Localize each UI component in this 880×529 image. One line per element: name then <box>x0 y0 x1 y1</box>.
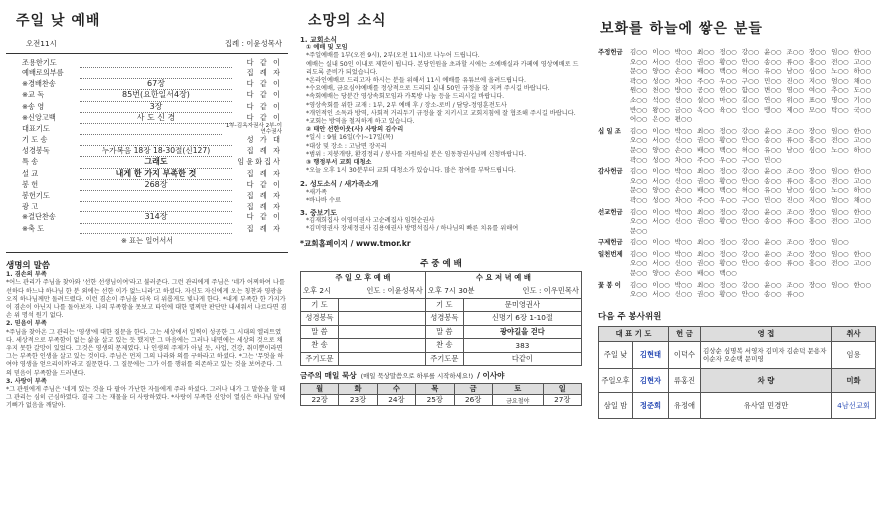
bible-reading-table <box>300 383 582 406</box>
order-label: ※결단찬송 <box>22 212 56 222</box>
bible-day: 월 <box>301 384 339 395</box>
order-content: 85번(요한일서4장) <box>80 90 232 101</box>
news-item: *교회는 방역을 철저하게 하고 있습니다. <box>306 118 415 126</box>
order-label: ※교 독 <box>22 90 45 100</box>
order-label: 조용한기도 <box>22 58 57 67</box>
news-section-3: 3. 중보기도 <box>300 209 338 218</box>
offering-list <box>598 48 876 300</box>
order-content: 314장 <box>80 212 232 223</box>
offering-category <box>598 238 876 248</box>
duty-label: 말 씀 <box>301 325 339 339</box>
bible-chapter: 26장 <box>454 395 492 406</box>
order-person: 임윤화집사 <box>237 157 282 167</box>
offering-names: 김○○ 이○○ 박○○ 최○○ 정○○ 강○○ 윤○○ 조○○ 장○○ 임○○ 한○○ 오○○ 서○○ 신○○ 권○○ 황○○ 안○○ 송○○ 류○○ <box>630 280 871 299</box>
sermon-point-3-title: 3. 사랑이 부족 <box>6 377 47 385</box>
servers-row-offering: 이덕수 <box>669 342 701 369</box>
news-item: ① 예배 및 모임 <box>306 44 348 52</box>
servers-col-cook: 취사 <box>832 326 876 342</box>
duty-label: 성경봉독 <box>301 312 339 326</box>
order-person: 다 같 이 <box>246 58 282 67</box>
order-row <box>22 102 282 113</box>
order-label: 봉헌기도 <box>22 191 50 201</box>
order-label: ※신앙고백 <box>22 113 56 123</box>
order-content: 그래도 <box>80 157 232 168</box>
order-row <box>22 169 282 180</box>
bible-title: 금주의 매일 묵상 <box>300 371 357 381</box>
duty-value <box>339 339 426 353</box>
servers-row-prayer: 김현자 <box>633 369 669 393</box>
order-row <box>22 79 282 90</box>
bible-chapter: 금요철야 <box>492 395 543 406</box>
order-row <box>22 146 282 157</box>
order-label: 설 교 <box>22 168 39 178</box>
news-item: ② 태안 선한이웃(사) 사랑의 김수리 <box>306 126 404 134</box>
news-item: *온라인예배로 드리고자 하시는 분들 위해서 11시 예배를 유튜브에 올려드립니다. <box>306 77 526 85</box>
order-row <box>22 180 282 191</box>
duty-label: 말 씀 <box>425 325 463 339</box>
worship-column <box>4 0 290 529</box>
duty-value <box>339 312 426 326</box>
order-content: 67장 <box>80 79 232 90</box>
order-content <box>80 191 232 201</box>
order-label: 예배로의부름 <box>22 68 64 78</box>
offering-names: 김○○ 이○○ 박○○ 최○○ 정○○ 강○○ 윤○○ 조○○ 장○○ 임○○ 한○○ 오○○ 서○○ 신○○ 권○○ 황○○ 안○○ 송○○ 류○○ 홍○○ 전○○ 고○○ 문○○ 양○○ 손○○ 배○○ 백○○ 허○○ 유○○ 남○○ 심○○ 노○○ 하○○ 곽○○ 성○○ 차○○ 주○○ 우○○ 구○○ 민○○ 진○○ 지○○ 엄○○ 채○○ <box>630 167 871 204</box>
servers-car-header: 차 량 <box>701 369 832 393</box>
offering-category <box>598 208 876 237</box>
sermon-point-1: *어느 관리가 주님을 찾아와 '선한 선생님이여'라고 불러준다. 그런 관리에게 주님은 '네가 어찌하여 나를 선하다 하느냐 하나님 한 분 외에는 선한 이가 없느니라'고 하셨다. 자신도 자신에게 오는 칭찬과 영광을 오직 하나님께만 돌려드렸다. 이런 겸손이 주님을 더욱 더 위롭게도 빛나게 한다. *내게 부족한 한 가지가 이 겸손이 아닌지 나를 돌아보자. 나의 부족함을 못보고 타인에 대한 멸찌만 판단만 내세워서 나르다면 겸손 위 명석 원기 없다. <box>6 279 287 320</box>
order-content: 내게 한 가지 부족한 것 <box>80 169 232 180</box>
order-label: 기 도 송 <box>22 135 48 145</box>
duty-label: 주기도문 <box>301 352 339 366</box>
order-content: 3장 <box>80 102 232 113</box>
offering-category-name: 십 일 조 <box>598 126 621 135</box>
duty-value: 383 <box>463 339 581 353</box>
news-item: *속회예배는 당분간 영상속회모임과 카톡방 나눔 등을 드리시길 바랍니다. <box>306 93 505 101</box>
sermon-point-2-title: 2. 믿음이 부족 <box>6 320 47 328</box>
order-label: 성경봉독 <box>22 145 50 155</box>
order-of-service <box>4 58 290 234</box>
servers-row-time: 주일 낮 <box>599 342 633 369</box>
order-person: 다 같 이 <box>246 90 282 100</box>
offering-names: 김○○ 이○○ 박○○ 최○○ 정○○ 강○○ 윤○○ 조○○ 장○○ 임○○ 한○○ 오○○ 서○○ 신○○ 권○○ 황○○ 안○○ 송○○ 류○○ 홍○○ 전○○ 고○○ 문○○ <box>630 207 871 235</box>
order-content <box>80 202 232 212</box>
wednesday-leader: 인도 : 이우민목사 <box>522 286 579 296</box>
duty-label: 기 도 <box>425 298 463 312</box>
news-item: 예배는 실내 50인 이내로 제한이 됩니다. 본당인원을 초과할 시에는 소예배실과 카페에 영상예배로 드리도록 준비가 되었습니다. <box>306 60 579 76</box>
servers-row-cook: 임용 <box>832 342 876 369</box>
order-person: 집 례 자 <box>246 68 282 78</box>
servers-row-offering: 류홍진 <box>669 369 701 393</box>
worship-leader: 집례 : 이윤성목사 <box>224 39 282 48</box>
prayer-list-2: *김미영권사 장세정권사 김용애권사 방명석집사 / 하나님의 빠른 치유를 위해여 <box>306 225 519 233</box>
order-person: 1부-김옥자권사 2부-이연수권사 <box>225 123 282 135</box>
order-person: 집 례 자 <box>246 223 282 233</box>
servers-row-prayer: 정준회 <box>633 393 669 419</box>
servers-row-welcome: 유사열 민경만 <box>701 393 832 419</box>
news-item: *대상 및 장소 : 고남면 장곡리 <box>306 142 387 150</box>
news-item: *오늘 오후 1시 30분부터 교회 대청소가 있습니다. 많은 참여를 부탁드립니다. <box>306 167 516 175</box>
offering-category-name: 주정헌금 <box>598 48 623 56</box>
offering-names: 김○○ 이○○ 박○○ 최○○ 정○○ 강○○ 윤○○ 조○○ 장○○ 임○○ 한○○ 오○○ 서○○ 신○○ 권○○ 황○○ 안○○ 송○○ 류○○ 홍○○ 전○○ 고○○ 문○○ 양○○ 손○○ 배○○ 백○○ 허○○ 유○○ 남○○ 심○○ 노○○ 하○○ 곽○○ 성○○ 차○○ 주○○ 우○○ 구○○ 민○○ 진○○ 지○○ 엄○○ 채○○ 원○○ 천○○ 방○○ 공○○ 현○○ 함○○ 변○○ 염○○ 여○○ 추○○ 도○○ 소○○ 석○○ 선○○ 설○○ 마○○ 길○○ 연○○ 위○○ 표○○ 명○○ 기○○ 반○○ 왕○○ 금○○ 옥○○ 육○○ 인○○ 맹○○ 제○○ 모○○ 탁○○ 국○○ 어○○ 은○○ 편○○ <box>630 48 871 124</box>
news-item: *수요예배, 금요심야예배를 정상적으로 드리되 실내 50인 규정을 잘 지켜 주시길 바랍니다. <box>306 85 550 93</box>
offering-names: 김○○ 이○○ 박○○ 최○○ 정○○ 강○○ 윤○○ 조○○ 장○○ 임○○ 한○○ 오○○ 서○○ 신○○ 권○○ 황○○ 안○○ 송○○ 류○○ 홍○○ 전○○ 고○○ 문○○ 양○○ 손○○ 배○○ 백○○ <box>630 249 871 278</box>
duty-value: 다같이 <box>463 352 581 366</box>
offering-category-name: 선교헌금 <box>598 207 623 216</box>
news-items <box>300 44 582 175</box>
order-label: 광 고 <box>22 201 39 211</box>
offering-category-name: 일천번제 <box>598 249 623 258</box>
order-content: 사 도 신 경 <box>80 113 232 124</box>
order-row <box>22 212 282 223</box>
bible-day: 수 <box>377 384 415 395</box>
order-label: ※축 도 <box>22 223 45 233</box>
weekday-worship-title: 주 중 예 배 <box>420 258 462 269</box>
offering-category <box>598 167 876 205</box>
duty-value <box>339 352 426 366</box>
duty-label: 찬 송 <box>301 339 339 353</box>
bible-chapter: 25장 <box>416 395 454 406</box>
servers-table <box>598 326 876 420</box>
worship-time: 오전11시 <box>26 39 57 48</box>
order-label: ※경배찬송 <box>22 78 56 88</box>
offering-category-name: 구제헌금 <box>598 238 623 247</box>
duty-label: 기 도 <box>301 298 339 312</box>
offering-category-name: 감사헌금 <box>598 167 623 176</box>
duty-value <box>339 298 426 312</box>
bible-day: 화 <box>339 384 377 395</box>
offering-category <box>598 127 876 165</box>
bible-day: 목 <box>416 384 454 395</box>
bible-day: 일 <box>543 384 581 395</box>
sermon-point-2: *주님을 찾아온 그 관리는 '영생'에 대한 질문을 한다. 그는 세상에서 일찍이 성공한 그 시대의 엘리트였다. 세상적으로 부족함이 없는 삶을 살고 있는 듯 했지만 그 마음에는 그러나 내면에는 세상의 것으로 채우지 못한 갈망이 있었다. 그것은 영생의 문제였다. 나 인생의 주제가 아닐 듯, 사업, 건강, 취미뿐이라면 그는 부족한 인생을 살고 있는 것이다. 주님은 먼저 그의 나라와 의를 구하라고 하셨다. *그는 '무엇을 하여야 영생을 얻으리이까'라고 질문한다. 그 질문에는 그가 이를 행위를 의존하고 있는 것을 보여준다. 그의 믿음이 부족함을 드러낸다. <box>6 328 284 377</box>
bible-day: 토 <box>492 384 543 395</box>
sermon-point-1-title: 1. 겸손의 부족 <box>6 271 47 279</box>
order-content <box>80 124 222 135</box>
order-person: 성 가 대 <box>246 135 282 145</box>
bible-chapter: 24장 <box>377 395 415 406</box>
order-content <box>80 135 232 145</box>
order-content: 누가복음 18장 18-30절(신127) <box>80 146 232 157</box>
news-section-2: 2. 성도소식 / 새가족소개 <box>300 180 379 189</box>
order-row <box>22 90 282 101</box>
order-row <box>22 202 282 212</box>
duty-value: 광야길을 걷다 <box>463 325 581 339</box>
duty-label: 찬 송 <box>425 339 463 353</box>
servers-title: 다음 주 봉사위원 <box>598 311 662 322</box>
offering-names: 김○○ 이○○ 박○○ 최○○ 정○○ 강○○ 윤○○ 조○○ 장○○ 임○○ <box>630 238 849 247</box>
servers-col-offering: 헌 금 <box>669 326 701 342</box>
wednesday-time: 오후 7시 30분 <box>427 286 475 296</box>
bible-chapter: 27장 <box>543 395 581 406</box>
order-row <box>22 157 282 168</box>
duty-value <box>339 325 426 339</box>
offering-category-name: 꽃 봉 이 <box>598 280 621 289</box>
order-row <box>22 191 282 201</box>
duty-row <box>301 325 582 339</box>
order-person: 다 같 이 <box>246 180 282 190</box>
servers-row-cook: 4남선교회 <box>832 393 876 419</box>
order-person: 다 같 이 <box>246 78 282 88</box>
sunday-pm-time: 오후 2시 <box>303 286 332 296</box>
servers-row-prayer: 김현태 <box>633 342 669 369</box>
sermon-section <box>4 259 290 410</box>
servers-row-welcome: 김상순 심명복 서영자 김미자 김순덕 문용자 이순자 오순택 문미영 <box>701 342 832 369</box>
offering-category <box>598 48 876 125</box>
servers-row-time: 삼일 밤 <box>599 393 633 419</box>
news-item: *개인적인 소독과 방역, 사회적 거리두기 규정을 잘 지키시고 교회지침에 잘 협조해 주시길 바랍니다. <box>306 109 576 117</box>
bible-day: 금 <box>454 384 492 395</box>
offering-category <box>598 281 876 300</box>
weekday-worship-table <box>300 271 582 367</box>
order-row <box>22 58 282 68</box>
duty-row <box>301 352 582 366</box>
order-person: 다 같 이 <box>246 212 282 222</box>
sunday-pm-title: 주 일 오 후 예 배 <box>335 273 391 283</box>
sermon-title: 생명의 말씀 <box>6 261 51 272</box>
sunday-pm-leader: 인도 : 이윤성목사 <box>366 286 423 296</box>
new-family: *새가족 <box>306 188 328 196</box>
prayer-list-1: *김재희집사 이영미권사 고순례집사 임현순권사 <box>306 217 435 225</box>
order-label: 특 송 <box>22 157 39 167</box>
bible-book: / 이사야 <box>477 371 505 381</box>
news-item: ③ 행정부서 교회 대청소 <box>306 159 372 167</box>
order-row <box>22 68 282 78</box>
news-title: 소망의 소식 <box>308 13 387 29</box>
sermon-point-3: *그 관원에게 주님은 '네게 있는 것을 다 팔아 가난한 자들에게 주라 하셨다. 그러나 내가 그 말씀을 할 때 그 관리는 심히 근심하였다. 결국 그는 재물을 더 사랑하였다. *사랑이 부족한 신앙이 열심은 하나님 앞에 기뻐가 없음을 깨달아. <box>6 385 286 410</box>
order-person: 다 같 이 <box>246 101 282 111</box>
homepage-link[interactable]: *교회홈페이지 / www.tmor.kr <box>300 238 411 248</box>
duty-row <box>301 312 582 326</box>
duty-label: 주기도문 <box>425 352 463 366</box>
news-section-1: 1. 교회소식 <box>300 36 338 44</box>
order-person: 집 례 자 <box>246 145 282 155</box>
order-person: 집 례 자 <box>246 201 282 211</box>
news-item: *영상속회를 위한 교재 : 1부, 2부 예배 후 / 장소-로비 / 담당-정영훈전도사 <box>306 101 507 109</box>
order-row <box>22 224 282 234</box>
order-row <box>22 124 282 135</box>
wednesday-title: 수 요 저 녁 예 배 <box>475 273 531 283</box>
order-content <box>80 68 232 78</box>
order-content <box>80 58 232 68</box>
duty-row <box>301 339 582 353</box>
duty-row <box>301 298 582 312</box>
servers-row-time: 주일오후 <box>599 369 633 393</box>
offering-column <box>598 0 876 529</box>
news-column <box>300 0 582 529</box>
order-label: ※송 영 <box>22 101 45 111</box>
duty-value: 신명기 6장 1-10절 <box>463 312 581 326</box>
duty-value: 문미영권사 <box>463 298 581 312</box>
servers-row-offering: 유정애 <box>669 393 701 419</box>
servers-col-prayer: 대 표 기 도 <box>599 326 669 342</box>
standing-note: ※ 표는 일어서서 <box>120 236 174 246</box>
order-person: 집 례 자 <box>246 191 282 201</box>
bible-chapter: 22장 <box>301 395 339 406</box>
barnabas: *바나바 수료 <box>306 196 341 204</box>
order-person: 다 같 이 <box>246 113 282 123</box>
news-item: *주일예배를 1부(오전 9시), 2부(오전 11시)로 나누어 드립니다. <box>306 52 480 60</box>
order-row <box>22 135 282 145</box>
order-label: 봉 헌 <box>22 180 39 190</box>
order-person: 집 례 자 <box>246 168 282 178</box>
order-content: 268장 <box>80 180 232 191</box>
offering-title: 보화를 하늘에 쌓은 분들 <box>600 21 763 37</box>
servers-row-cook: 미화 <box>832 369 876 393</box>
bible-sub: (매일 묵상말씀으로 하루를 시작하세요!) <box>360 372 474 381</box>
news-item: *일시 : 9월 16일(수)~17일(목) <box>306 134 394 142</box>
order-label: 대표기도 <box>22 124 50 134</box>
servers-col-welcome: 영 접 <box>701 326 832 342</box>
duty-label: 성경봉독 <box>425 312 463 326</box>
order-content <box>80 224 232 234</box>
bible-chapter: 23장 <box>339 395 377 406</box>
worship-title: 주일 낮 예배 <box>16 13 101 29</box>
offering-names: 김○○ 이○○ 박○○ 최○○ 정○○ 강○○ 윤○○ 조○○ 장○○ 임○○ 한○○ 오○○ 서○○ 신○○ 권○○ 황○○ 안○○ 송○○ 류○○ 홍○○ 전○○ 고○○ 문○○ 양○○ 손○○ 배○○ 백○○ 허○○ 유○○ 남○○ 심○○ 노○○ 하○○ 곽○○ 성○○ 차○○ 주○○ 우○○ 구○○ 민○○ <box>630 126 871 164</box>
news-item: *범위 : 지붕개량, 환경정리 / 봉사를 자원하실 분은 임동창권사님께 신청바랍니다. <box>306 150 527 158</box>
offering-category <box>598 250 876 279</box>
